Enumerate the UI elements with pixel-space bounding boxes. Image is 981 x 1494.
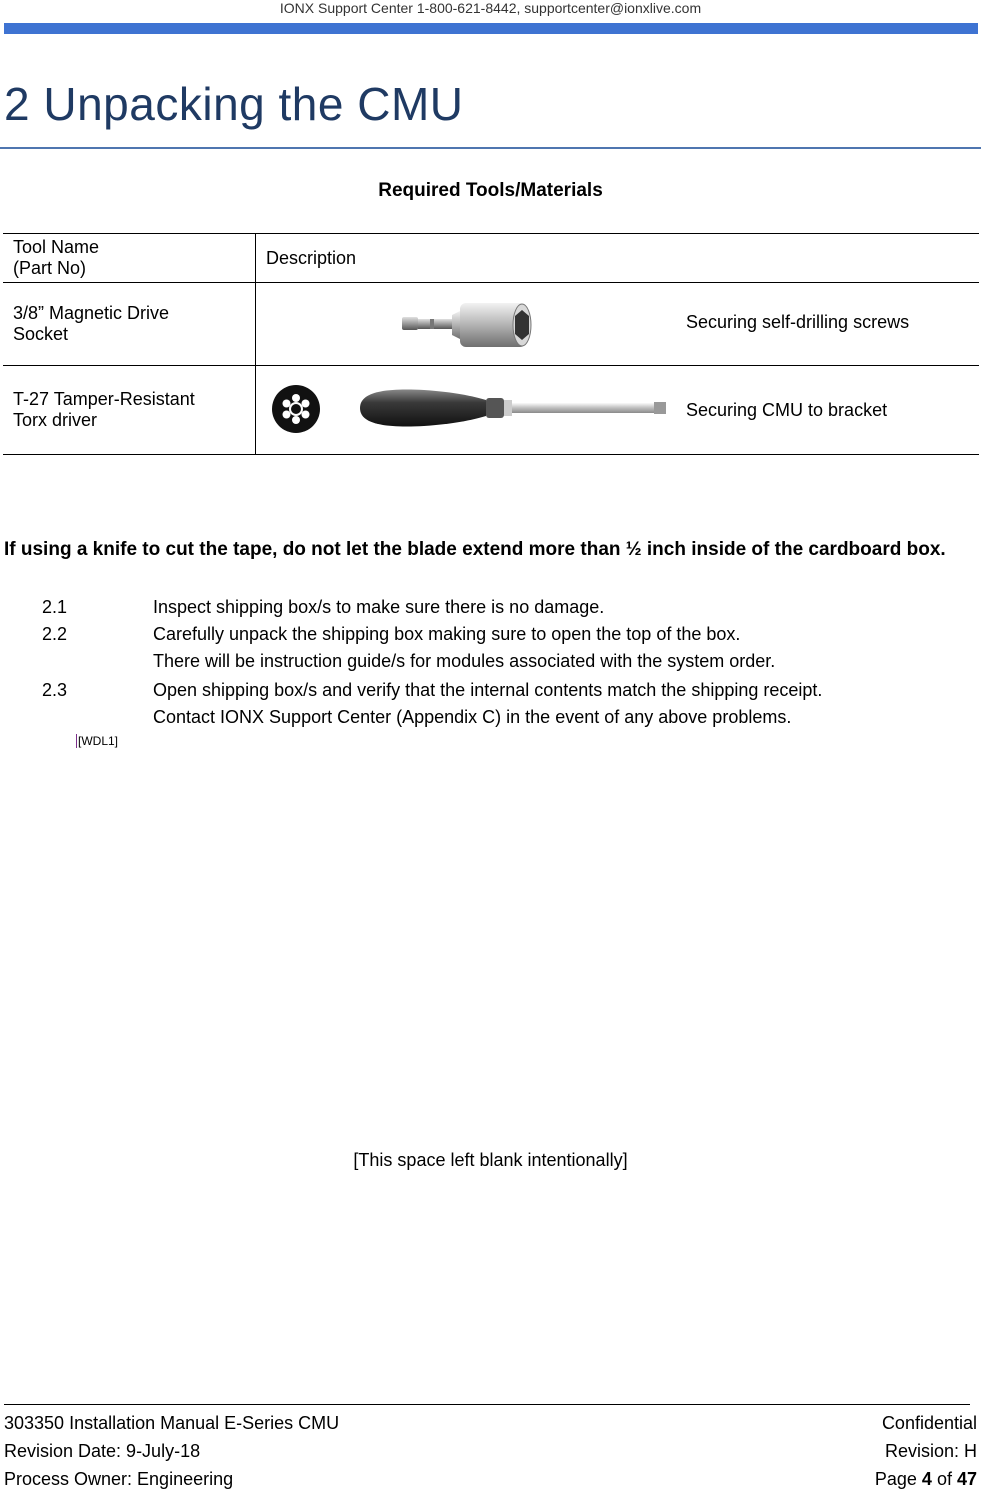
tool-description: Securing CMU to bracket: [686, 400, 888, 420]
blank-page-notice: [This space left blank intentionally]: [353, 1150, 628, 1170]
tool-name: 3/8” Magnetic Drive: [13, 303, 170, 323]
chapter-rule: [0, 147, 981, 149]
header-tool-name-label: Tool Name: [13, 237, 100, 257]
step-text: Carefully unpack the shipping box making sure to open the top of the box.: [153, 624, 741, 644]
table-header-row: [3, 234, 979, 283]
step-text: There will be instruction guide/s for modules associated with the system order.: [153, 651, 776, 671]
chapter-number: 2: [4, 78, 31, 130]
tool-name-cell: [3, 283, 256, 366]
review-comment-marker[interactable]: [WDL1]: [78, 734, 119, 748]
page-label: Page: [874, 1469, 917, 1489]
footer-page-number: [875, 1466, 977, 1492]
header-tool-name: [3, 234, 256, 283]
tool-name: Socket: [13, 324, 69, 344]
knife-warning: If using a knife to cut the tape, do not let the blade extend more than ½ inch inside of the cardboard box.: [4, 539, 946, 560]
chapter-title-text: Unpacking the CMU: [43, 78, 464, 130]
header-part-no-label: (Part No): [13, 258, 87, 278]
footer-revision: Revision: H: [884, 1441, 977, 1461]
table-row: [3, 283, 979, 366]
header-bar: [4, 23, 978, 34]
footer-revision-date: Revision Date: 9-July-18: [4, 1441, 201, 1461]
table-row: [3, 366, 979, 455]
step-text: Open shipping box/s and verify that the internal contents match the shipping receipt.: [153, 680, 823, 700]
step-text: Inspect shipping box/s to make sure there is no damage.: [153, 597, 605, 617]
description-cell: [256, 366, 980, 455]
footer-classification: Confidential: [881, 1413, 977, 1433]
torx-driver-icon: [354, 386, 670, 430]
socket-icon: [400, 297, 540, 353]
footer-process-owner: Process Owner: Engineering: [4, 1469, 234, 1489]
page-of: of: [936, 1469, 952, 1489]
tools-table: [3, 233, 979, 455]
support-contact-line: IONX Support Center 1-800-621-8442, supportcenter@ionxlive.com: [279, 0, 702, 16]
tool-description: Securing self-drilling screws: [686, 312, 910, 332]
table-caption: Required Tools/Materials: [378, 180, 603, 201]
page-current: 4: [921, 1469, 932, 1489]
tool-name: Torx driver: [13, 410, 98, 430]
description-cell: [256, 283, 980, 366]
step-number: 2.2: [42, 624, 68, 644]
tool-name-cell: [3, 366, 256, 455]
step-text: Contact IONX Support Center (Appendix C) in the event of any above problems.: [153, 707, 792, 727]
header-description: Description: [256, 234, 980, 283]
torx-bit-icon: [270, 384, 322, 434]
step-number: 2.1: [42, 597, 68, 617]
step-number: 2.3: [42, 680, 68, 700]
chapter-title: [4, 74, 464, 134]
footer-doc-title: 303350 Installation Manual E-Series CMU: [4, 1413, 340, 1433]
tool-name: T-27 Tamper-Resistant: [13, 389, 195, 409]
footer-rule: [4, 1404, 970, 1405]
page-total: 47: [956, 1469, 977, 1489]
